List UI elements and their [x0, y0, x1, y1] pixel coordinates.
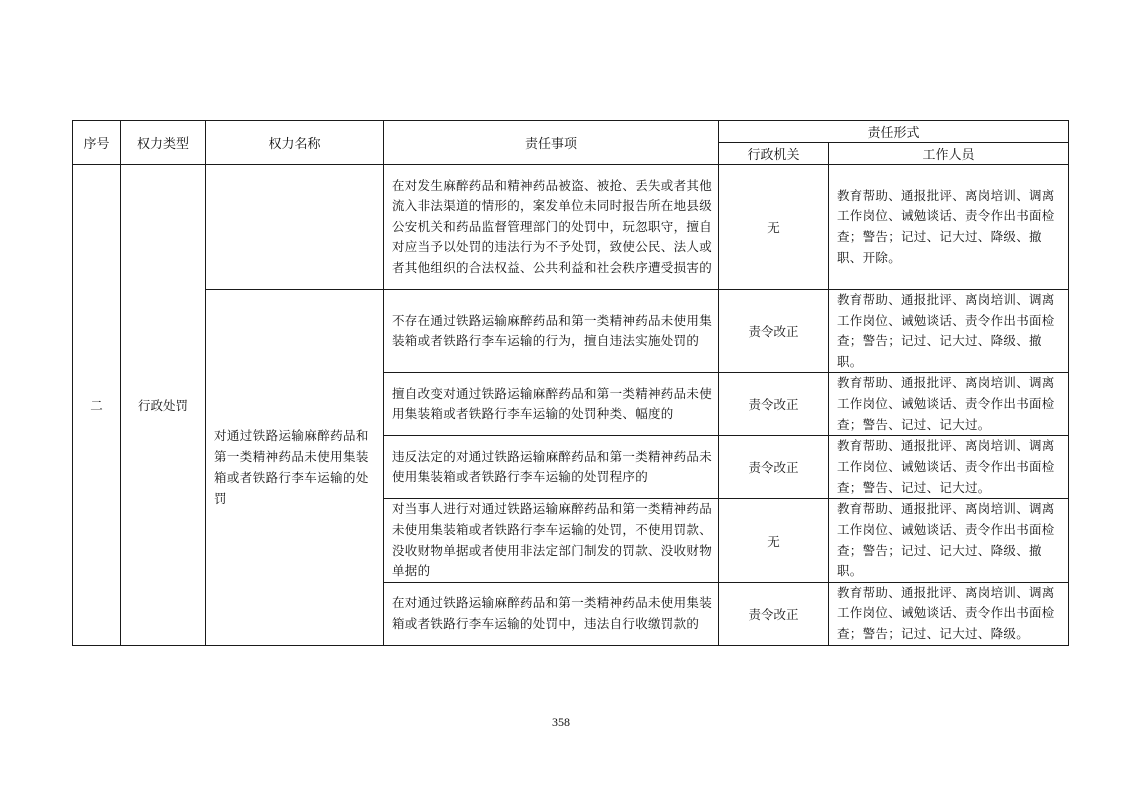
staff-form: 教育帮助、通报批评、离岗培训、调离工作岗位、诫勉谈话、责令作出书面检查；警告；记过、记大过、降级、撤职。	[829, 499, 1069, 582]
agency-form: 责令改正	[719, 436, 829, 499]
header-staff: 工作人员	[829, 143, 1069, 165]
group-power-type: 行政处罚	[121, 165, 206, 646]
header-form: 责任形式	[719, 121, 1069, 143]
table-row	[73, 165, 1069, 290]
responsibility-item: 在对通过铁路运输麻醉药品和第一类精神药品未使用集装箱或者铁路行李车运输的处罚中，违法自行收缴罚款的	[384, 582, 719, 645]
header-power-type: 权力类型	[121, 121, 206, 165]
group-power-name: 对通过铁路运输麻醉药品和第一类精神药品未使用集装箱或者铁路行李车运输的处罚	[206, 290, 384, 646]
staff-form: 教育帮助、通报批评、离岗培训、调离工作岗位、诫勉谈话、责令作出书面检查；警告；记过、记大过、降级。	[829, 582, 1069, 645]
agency-form: 责令改正	[719, 582, 829, 645]
staff-form: 教育帮助、通报批评、离岗培训、调离工作岗位、诫勉谈话、责令作出书面检查；警告、记过、记大过。	[829, 373, 1069, 436]
empty-power-name-cell	[206, 165, 384, 290]
header-responsibility: 责任事项	[384, 121, 719, 165]
agency-form: 责令改正	[719, 290, 829, 373]
responsibility-item: 擅自改变对通过铁路运输麻醉药品和第一类精神药品未使用集装箱或者铁路行李车运输的处罚种类、幅度的	[384, 373, 719, 436]
staff-form: 教育帮助、通报批评、离岗培训、调离工作岗位、诫勉谈话、责令作出书面检查；警告；记过、记大过、降级、撤职。	[829, 290, 1069, 373]
agency-form: 无	[719, 165, 829, 290]
header-agency: 行政机关	[719, 143, 829, 165]
table-row	[73, 290, 1069, 373]
staff-form: 教育帮助、通报批评、离岗培训、调离工作岗位、诫勉谈话、责令作出书面检查；警告、记过、记大过。	[829, 436, 1069, 499]
responsibility-item: 不存在通过铁路运输麻醉药品和第一类精神药品未使用集装箱或者铁路行李车运输的行为，擅自违法实施处罚的	[384, 290, 719, 373]
responsibility-item: 在对发生麻醉药品和精神药品被盗、被抢、丢失或者其他流入非法渠道的情形的，案发单位未同时报告所在地县级公安机关和药品监督管理部门的处罚中，玩忽职守，擅自对应当予以处罚的违法行为不予处罚，致使公民、法人或者其他组织的合法权益、公共利益和社会秩序遭受损害的	[384, 165, 719, 290]
header-index: 序号	[73, 121, 121, 165]
group-index: 二	[73, 165, 121, 646]
staff-form: 教育帮助、通报批评、离岗培训、调离工作岗位、诫勉谈话、责令作出书面检查；警告；记过、记大过、降级、撤职、开除。	[829, 165, 1069, 290]
agency-form: 责令改正	[719, 373, 829, 436]
responsibility-item: 对当事人进行对通过铁路运输麻醉药品和第一类精神药品未使用集装箱或者铁路行李车运输的处罚，不使用罚款、没收财物单据或者使用非法定部门制发的罚款、没收财物单据的	[384, 499, 719, 582]
agency-form: 无	[719, 499, 829, 582]
header-power-name: 权力名称	[206, 121, 384, 165]
header-row	[73, 121, 1069, 143]
responsibility-table	[72, 120, 1069, 646]
page-number: 358	[552, 715, 570, 729]
responsibility-item: 违反法定的对通过铁路运输麻醉药品和第一类精神药品未使用集装箱或者铁路行李车运输的处罚程序的	[384, 436, 719, 499]
